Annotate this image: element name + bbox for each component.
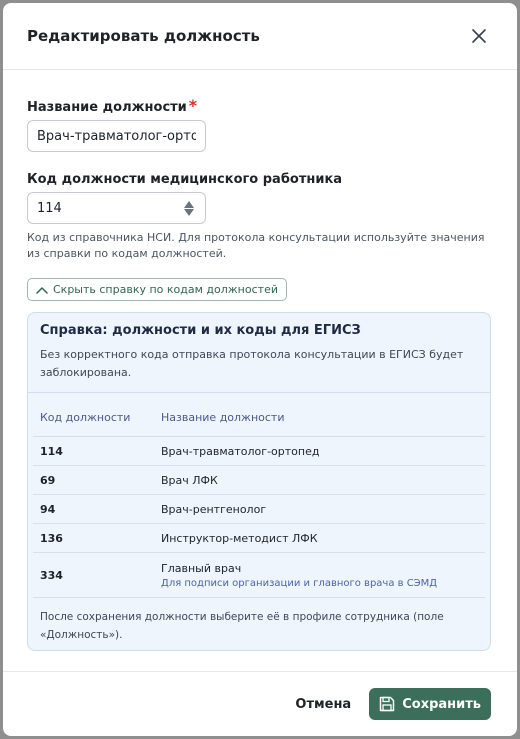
header-name: Название должности xyxy=(161,411,285,424)
row-code: 114 xyxy=(40,444,63,458)
hide-reference-label: Скрыть справку по кодам должностей xyxy=(53,283,278,296)
row-name: Врач ЛФК xyxy=(161,473,218,487)
position-name-input[interactable] xyxy=(27,120,206,152)
reference-title: Справка: должности и их коды для ЕГИСЗ xyxy=(40,323,361,338)
row-code: 69 xyxy=(40,473,56,487)
name-label-container xyxy=(27,96,197,115)
edit-position-dialog xyxy=(3,3,517,736)
hide-reference-button[interactable] xyxy=(27,278,287,301)
reference-description: Без корректного кода отправка протокола консультации в ЕГИСЗ будет заблокирована. xyxy=(40,348,464,379)
dialog-header xyxy=(3,3,517,70)
name-label: Название должности xyxy=(27,100,187,115)
close-icon xyxy=(472,29,486,43)
header-code: Код должности xyxy=(40,411,131,424)
table-row xyxy=(33,524,485,553)
reference-footer-note: После сохранения должности выберите её в профиле сотрудника (поле «Должность»). xyxy=(40,611,444,641)
code-label-container xyxy=(27,168,342,187)
close-button[interactable] xyxy=(469,26,489,46)
code-label: Код должности медицинского работника xyxy=(27,172,343,187)
row-name-cell xyxy=(161,562,485,589)
required-asterisk: * xyxy=(188,96,198,115)
row-name: Врач-рентгенолог xyxy=(161,502,267,516)
row-code: 136 xyxy=(40,531,63,545)
cancel-button[interactable]: Отмена xyxy=(295,696,352,712)
chevron-up-icon xyxy=(36,286,48,294)
row-note: Для подписи организации и главного врача в СЭМД xyxy=(161,577,438,589)
table-row xyxy=(33,466,485,495)
row-code: 334 xyxy=(40,568,63,582)
table-row xyxy=(33,437,485,466)
dialog-footer xyxy=(3,671,517,736)
table-row xyxy=(33,553,485,598)
save-label: Сохранить xyxy=(402,696,481,712)
save-button[interactable] xyxy=(369,688,491,720)
floppy-disk-icon xyxy=(378,695,396,713)
table-row xyxy=(33,495,485,524)
reference-table xyxy=(28,393,490,598)
reference-panel xyxy=(27,312,491,651)
row-name: Инструктор-методист ЛФК xyxy=(161,531,318,545)
code-hint-text: Код из справочника НСИ. Для протокола консультации используйте значения из справки по кодам должностей. xyxy=(27,231,485,260)
position-code-input[interactable] xyxy=(27,192,206,224)
reference-header xyxy=(28,313,490,393)
code-stepper[interactable] xyxy=(184,201,194,216)
row-name: Главный врач xyxy=(161,561,242,575)
position-code-value: 114 xyxy=(37,200,62,216)
reference-table-header xyxy=(33,393,485,437)
stepper-down-icon[interactable] xyxy=(184,209,194,216)
row-name: Врач-травматолог-ортопед xyxy=(161,444,320,458)
dialog-title: Редактировать должность xyxy=(27,27,260,45)
stepper-up-icon[interactable] xyxy=(184,201,194,208)
row-code: 94 xyxy=(40,502,56,516)
